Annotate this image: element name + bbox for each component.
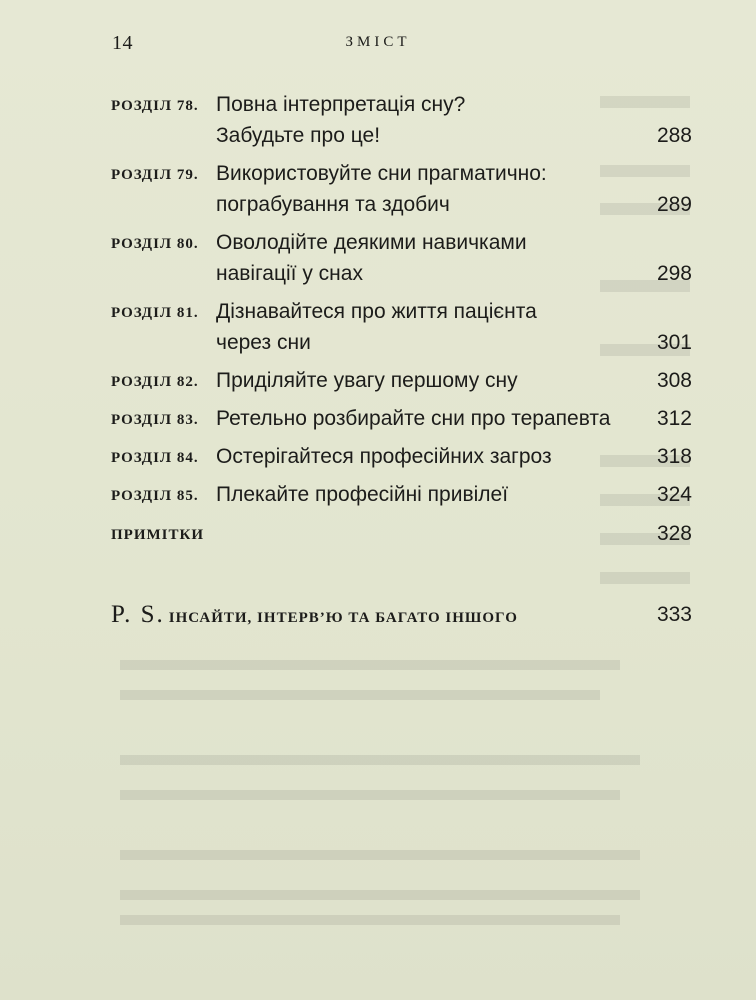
page-reference: 328	[656, 522, 692, 545]
chapter-label: РОЗДІЛ 85.	[111, 488, 199, 504]
chapter-title-line: Оволодійте деякими навичками	[216, 231, 527, 254]
chapter-label: РОЗДІЛ 84.	[111, 450, 199, 466]
ps-prefix: P. S.	[111, 601, 165, 628]
page-reference: 312	[656, 407, 692, 430]
page-reference: 318	[656, 445, 692, 468]
page-reference: 333	[656, 603, 692, 626]
page-reference: 308	[656, 369, 692, 392]
chapter-title-line: навігації у снах	[216, 262, 363, 285]
chapter-label: РОЗДІЛ 78.	[111, 98, 199, 114]
ps-label: ІНСАЙТИ, ІНТЕРВ’Ю ТА БАГАТО ІНШОГО	[168, 610, 518, 626]
chapter-title-line: Дізнавайтеся про життя пацієнта	[216, 300, 537, 323]
chapter-label: РОЗДІЛ 80.	[111, 236, 199, 252]
page-reference: 298	[656, 262, 692, 285]
notes-label: ПРИМІТКИ	[111, 527, 205, 543]
chapter-title-line: Плекайте професійні привілеї	[216, 483, 509, 506]
running-head: ЗМІСТ	[345, 34, 411, 50]
chapter-label: РОЗДІЛ 81.	[111, 305, 199, 321]
chapter-title-line: Приділяйте увагу першому сну	[216, 369, 518, 392]
chapter-title-line: Повна інтерпретація сну?	[216, 93, 466, 116]
chapter-title-line: Використовуйте сни прагматично:	[216, 162, 547, 185]
page-reference: 301	[656, 331, 692, 354]
page-reference: 289	[656, 193, 692, 216]
ps-heading	[111, 601, 518, 629]
chapter-title-line: Забудьте про це!	[216, 124, 381, 147]
page-reference: 324	[656, 483, 692, 506]
page-number: 14	[112, 32, 133, 54]
chapter-title-line: через сни	[216, 331, 311, 354]
chapter-label: РОЗДІЛ 79.	[111, 167, 199, 183]
chapter-label: РОЗДІЛ 83.	[111, 412, 199, 428]
page-reference: 288	[656, 124, 692, 147]
chapter-title-line: Остерігайтеся професійних загроз	[216, 445, 552, 468]
chapter-title-line: Ретельно розбирайте сни про терапевта	[216, 407, 611, 430]
chapter-title-line: пограбування та здобич	[216, 193, 450, 216]
chapter-label: РОЗДІЛ 82.	[111, 374, 199, 390]
